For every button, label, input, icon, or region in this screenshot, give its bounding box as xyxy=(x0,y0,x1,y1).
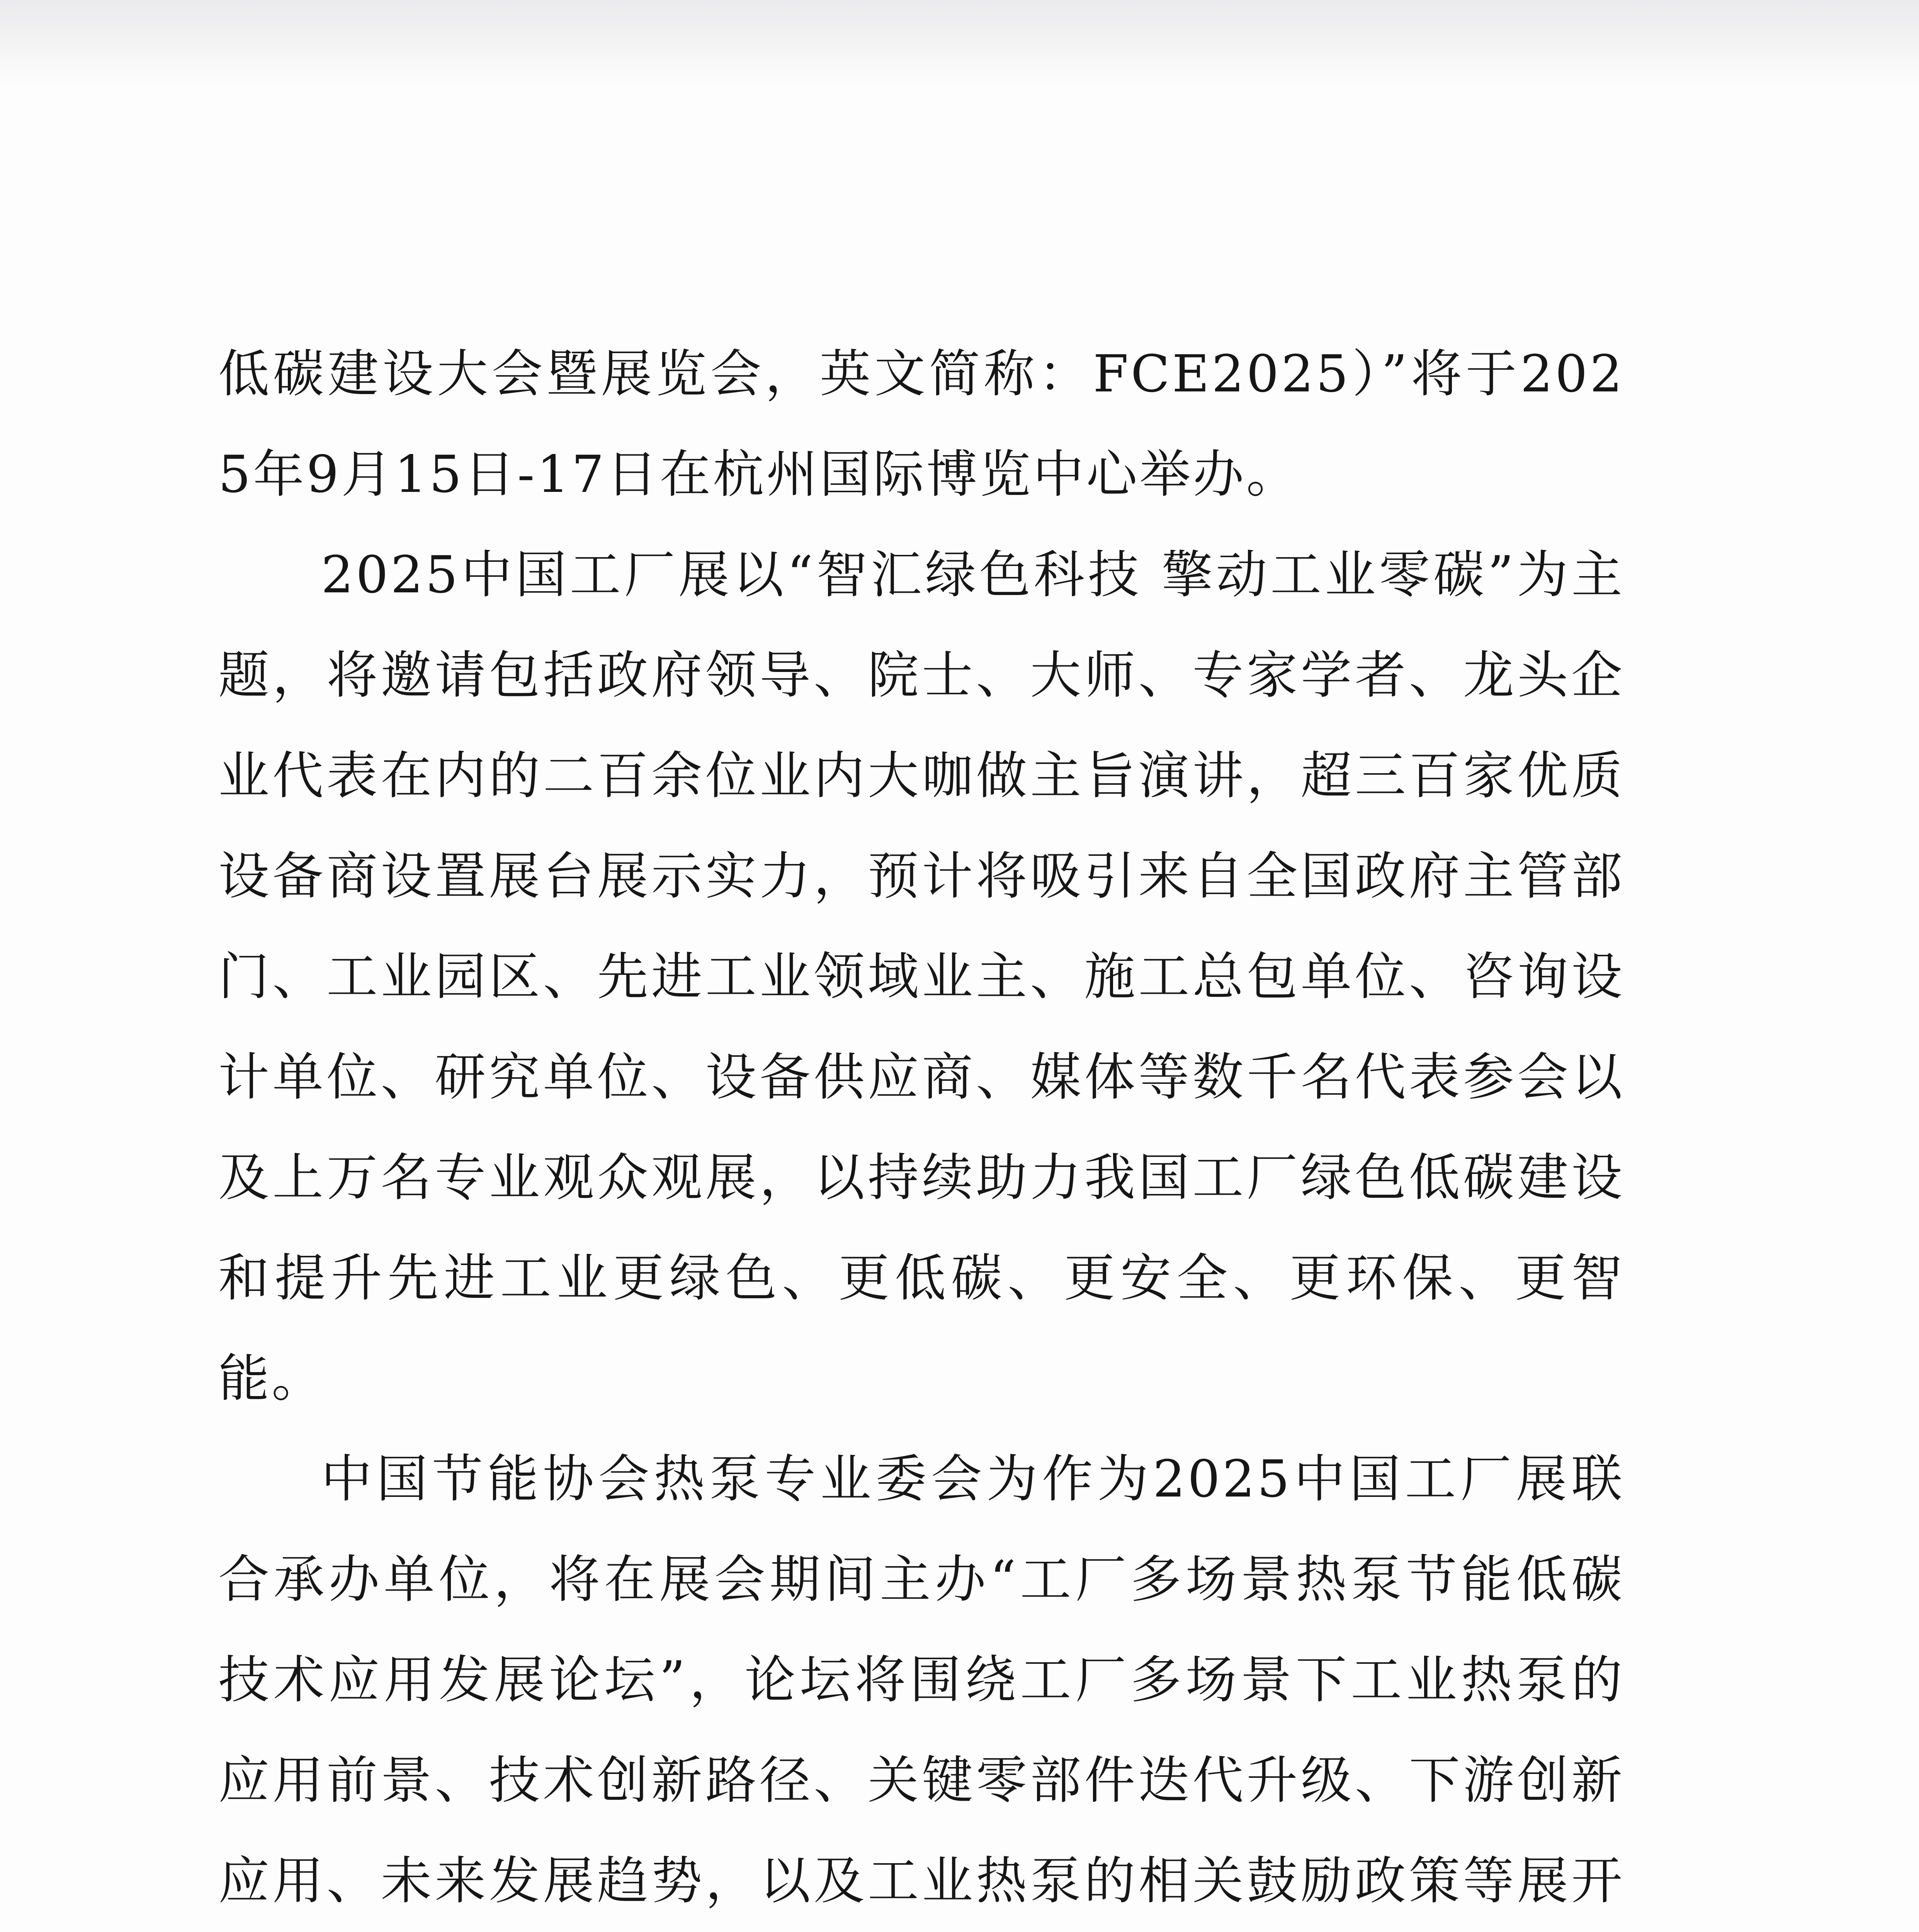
scan-shadow xyxy=(0,0,1919,89)
paragraph-forum: 中国节能协会热泵专业委会为作为2025中国工厂展联合承办单位，将在展会期间主办“工厂多场景热泵节能低碳技术应用发展论坛”，论坛将围绕工厂多场景下工业热泵的应用前景、技术创新路径、关键零部件迭代升级、下游创新应用、未来发展趋势，以及工业热泵的相关鼓励政策等展开 xyxy=(218,1449,1625,1911)
paragraph-theme: 2025中国工厂展以“智汇绿色科技 擎动工业零碳”为主题，将邀请包括政府领导、院士、大师、专家学者、龙头企业代表在内的二百余位业内大咖做主旨演讲，超三百家优质设备商设置展台展示实力，预计将吸引来自全国政府主管部门、工业园区、先进工业领域业主、施工总包单位、咨询设计单位、研究单位、设备供应商、媒体等数千名代表参会以及上万名专业观众观展，以持续助力我国工厂绿色低碳建设和提升先进工业更绿色、更低碳、更安全、更环保、更智能。 xyxy=(218,545,1625,1408)
document-body xyxy=(218,324,1625,1932)
paragraph-continuation: 低碳建设大会暨展览会，英文简称：FCE2025）”将于2025年9月15日-17日在杭州国际博览中心举办。 xyxy=(218,344,1625,504)
